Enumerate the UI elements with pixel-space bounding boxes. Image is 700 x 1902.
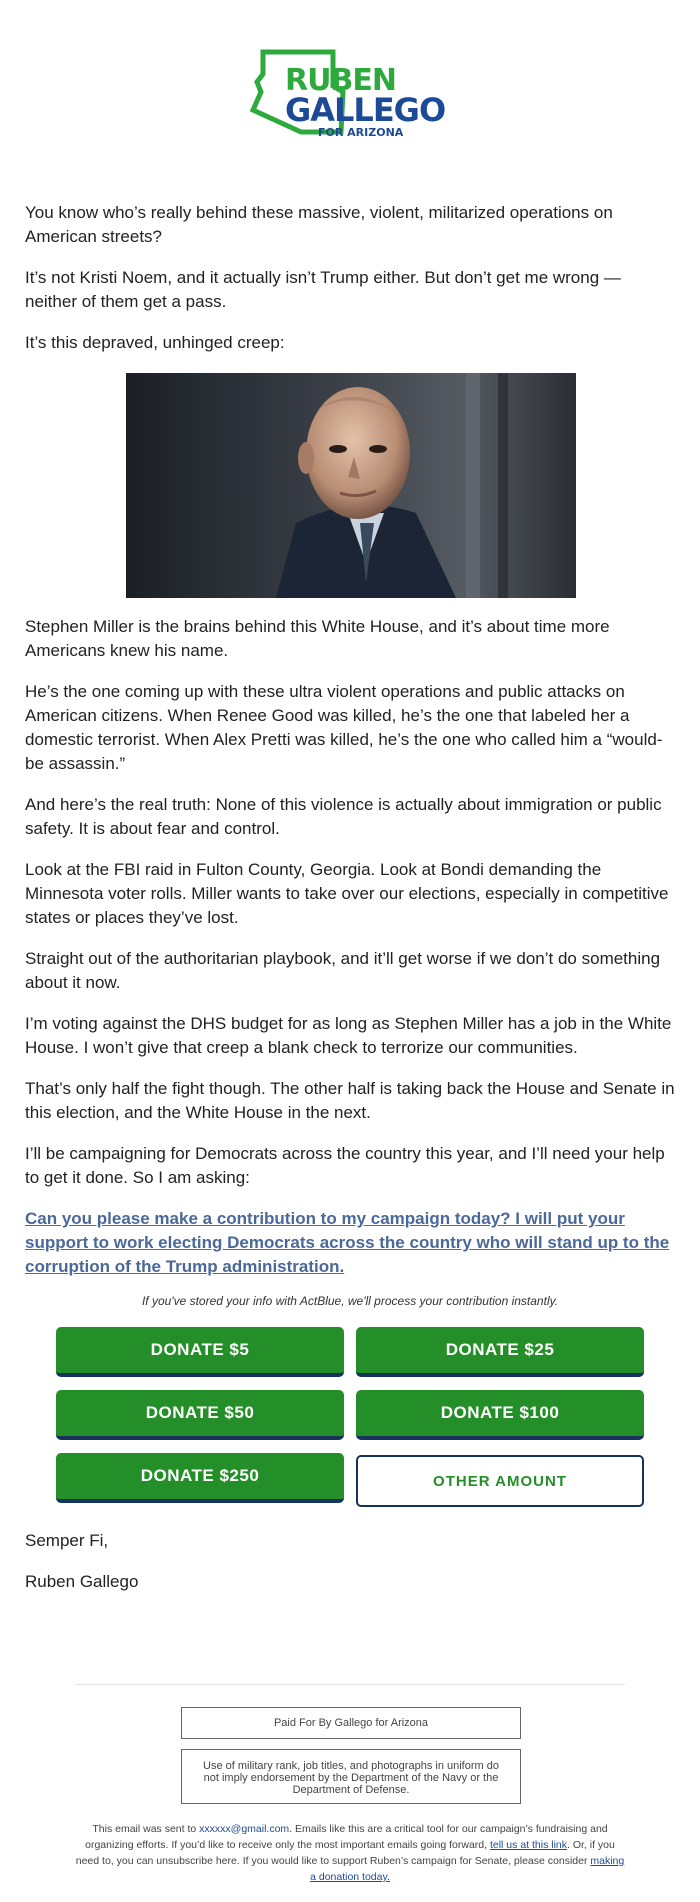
paragraph-2: It’s not Kristi Noem, and it actually isn’t Trump either. But don’t get me wrong — neither of them get a pass. xyxy=(25,268,621,311)
logo-for-arizona: FOR ARIZONA xyxy=(318,126,404,139)
preferences-link[interactable]: tell us at this link xyxy=(489,1839,568,1851)
other-amount-button[interactable]: OTHER AMOUNT xyxy=(356,1455,644,1507)
paragraph-11: I’ll be campaigning for Democrats across the country this year, and I’ll need your help to get it done. So I am asking: xyxy=(25,1144,665,1187)
donate-250-button[interactable]: DONATE $250 xyxy=(56,1453,344,1503)
closing: Semper Fi, xyxy=(25,1531,109,1550)
disclaimer-text: Use of military rank, job titles, and photographs in uniform do not imply endorsement by the Department of the Navy or the Department of Defense. xyxy=(203,1760,499,1796)
contribution-link[interactable]: Can you please make a contribution to my campaign today? I will put your support to work electing Democrats across the country who will stand up to the corruption of the Trump administration. xyxy=(25,1209,670,1276)
logo-ruben: RUBEN xyxy=(285,63,396,98)
paid-for-box xyxy=(181,1707,521,1739)
disclaimer-box xyxy=(181,1749,521,1804)
donate-100-button[interactable]: DONATE $100 xyxy=(356,1390,644,1440)
paragraph-5: He’s the one coming up with these ultra violent operations and public attacks on American citizens. When Renee Good was killed, he’s the one that labeled her a domestic terrorist. When Alex Pretti was killed, he’s the one who called him a “would-be assassin.” xyxy=(25,682,663,773)
recipient-email[interactable]: xxxxxx@gmail.com xyxy=(199,1823,290,1835)
paragraph-7: Look at the FBI raid in Fulton County, Georgia. Look at Bondi demanding the Minnesota voter rolls. Miller wants to take over our elections, especially in competitive states or places they’ve lost. xyxy=(25,860,669,927)
stephen-miller-photo xyxy=(126,373,576,598)
paragraph-4: Stephen Miller is the brains behind this White House, and it’s about time more Americans knew his name. xyxy=(25,617,610,660)
footer-text-3: . Or, if you need to, you can unsubscribe here. If you would like to support Ruben’s campaign for Senate, please consider xyxy=(75,1839,615,1867)
paid-for-text: Paid For By Gallego for Arizona xyxy=(273,1717,429,1729)
paragraph-8: Straight out of the authoritarian playbook, and it’ll get worse if we don’t do something about it now. xyxy=(25,949,661,992)
actblue-note: If you've stored your info with ActBlue, we'll process your contribution instantly. xyxy=(141,1294,559,1308)
signer-name: Ruben Gallego xyxy=(25,1572,139,1591)
donate-5-button[interactable]: DONATE $5 xyxy=(56,1327,344,1377)
donate-50-button[interactable]: DONATE $50 xyxy=(56,1390,344,1440)
footer-notice xyxy=(75,1821,625,1885)
paragraph-9: I’m voting against the DHS budget for as long as Stephen Miller has a job in the White House. I won’t give that creep a blank check to terrorize our communities. xyxy=(25,1014,672,1057)
paragraph-1: You know who’s really behind these massive, violent, militarized operations on American streets? xyxy=(25,203,613,246)
logo-gallego: GALLEGO xyxy=(285,91,446,129)
donate-25-button[interactable]: DONATE $25 xyxy=(356,1327,644,1377)
campaign-logo xyxy=(285,63,446,139)
footer-divider xyxy=(75,1684,625,1685)
footer-text-1: This email was sent to xyxy=(92,1823,200,1835)
donation-link[interactable]: making a donation today. xyxy=(310,1855,625,1883)
paragraph-3: It’s this depraved, unhinged creep: xyxy=(25,333,285,352)
paragraph-6: And here’s the real truth: None of this violence is actually about immigration or public safety. It is about fear and control. xyxy=(25,795,662,838)
paragraph-10: That’s only half the fight though. The other half is taking back the House and Senate in this election, and the White House in the next. xyxy=(25,1079,675,1122)
footer-text-2: . Emails like this are a critical tool for our campaign’s fundraising and organizing efforts. If you’d like to receive only the most important emails going forward, xyxy=(85,1823,608,1851)
